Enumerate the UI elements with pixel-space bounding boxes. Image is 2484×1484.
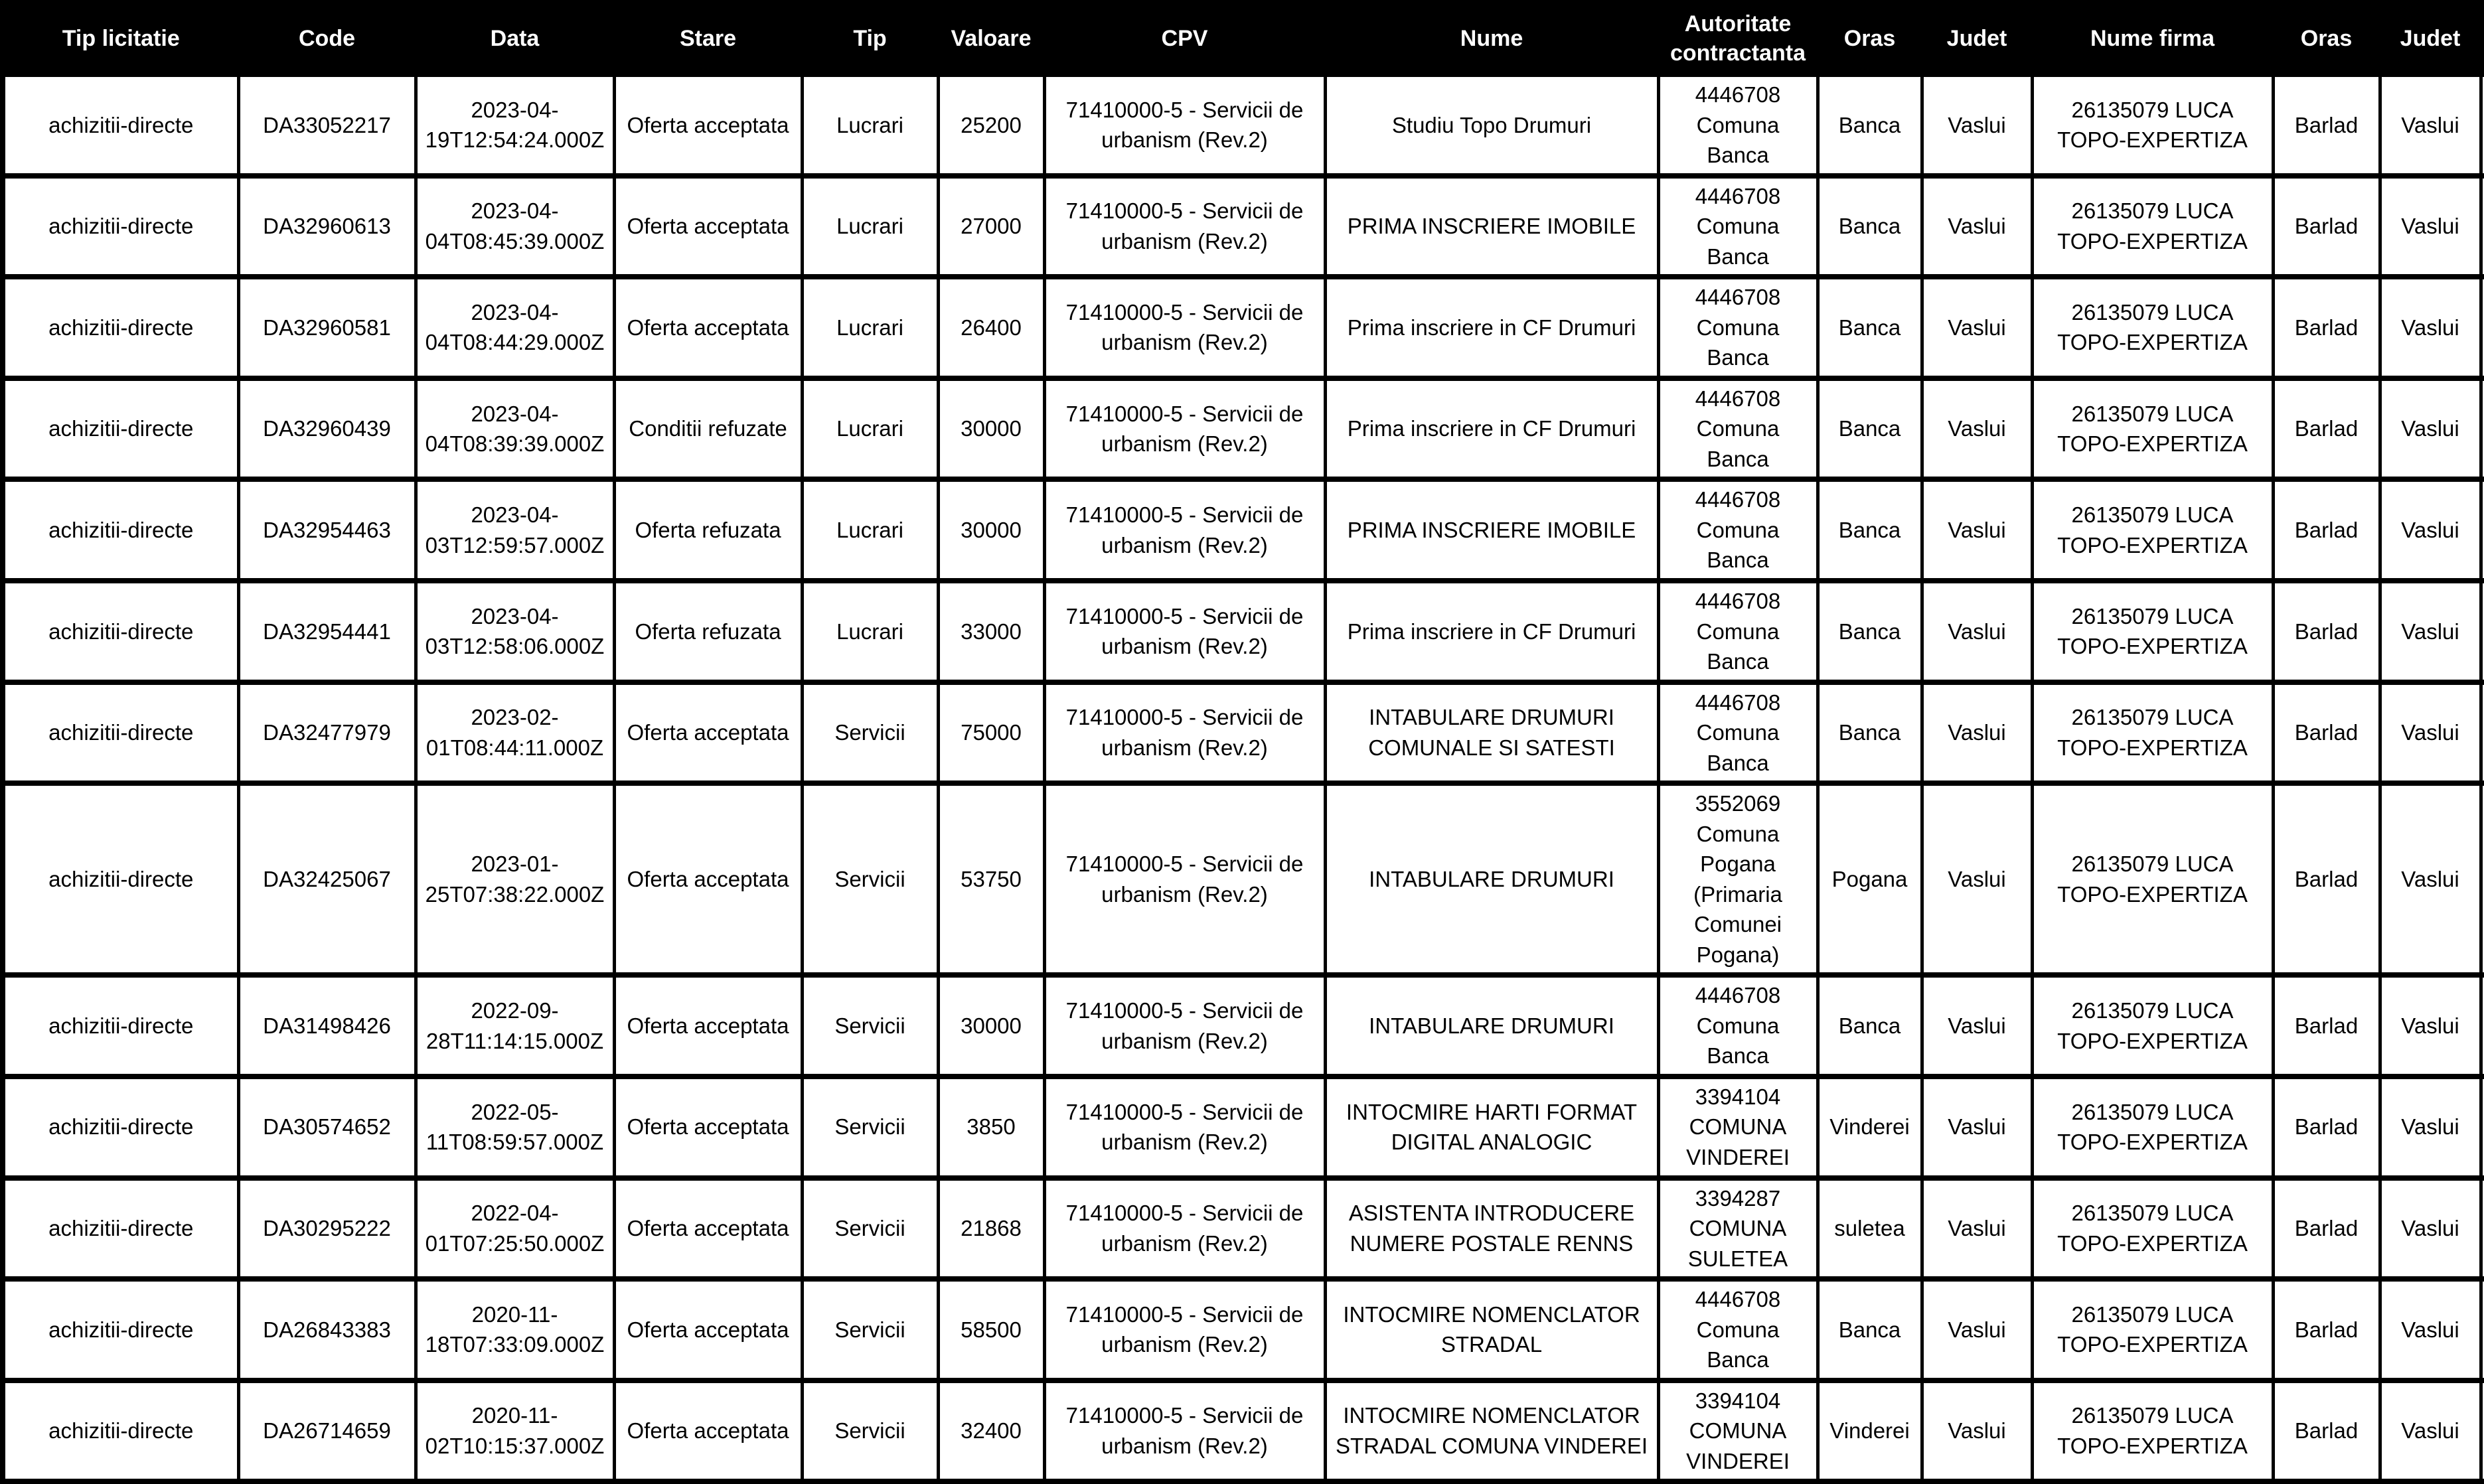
table-row bbox=[3, 378, 2484, 480]
cell-cpv: 71410000-5 - Servicii de urbanism (Rev.2) bbox=[1044, 74, 1325, 176]
cell-judet_autoritate: Vaslui bbox=[1922, 1380, 2032, 1482]
cell-cpv: 71410000-5 - Servicii de urbanism (Rev.2) bbox=[1044, 1279, 1325, 1380]
cell-judet_firma: Vaslui bbox=[2380, 581, 2481, 682]
cell-cutoff bbox=[2481, 1380, 2484, 1482]
cell-tip_licitatie: achizitii-directe bbox=[3, 1178, 238, 1280]
table-row bbox=[3, 176, 2484, 277]
cell-cutoff bbox=[2481, 1076, 2484, 1178]
cell-code: DA30574652 bbox=[238, 1076, 416, 1178]
cell-code: DA33052217 bbox=[238, 74, 416, 176]
cell-tip: Lucrari bbox=[802, 479, 938, 581]
cell-cpv: 71410000-5 - Servicii de urbanism (Rev.2) bbox=[1044, 277, 1325, 378]
cell-valoare: 30000 bbox=[938, 479, 1044, 581]
cell-oras_autoritate: Banca bbox=[1818, 682, 1922, 784]
cell-stare: Oferta acceptata bbox=[614, 1279, 802, 1380]
cell-judet_autoritate: Vaslui bbox=[1922, 176, 2032, 277]
cell-judet_firma: Vaslui bbox=[2380, 783, 2481, 975]
cell-nume: INTOCMIRE HARTI FORMAT DIGITAL ANALOGIC bbox=[1325, 1076, 1658, 1178]
cell-autoritate: 4446708 Comuna Banca bbox=[1658, 74, 1818, 176]
cell-data: 2020-11-18T07:33:09.000Z bbox=[416, 1279, 614, 1380]
cell-nume: INTABULARE DRUMURI COMUNALE SI SATESTI bbox=[1325, 682, 1658, 784]
cell-cutoff bbox=[2481, 378, 2484, 480]
cell-oras_firma: Barlad bbox=[2273, 479, 2380, 581]
cell-autoritate: 4446708 Comuna Banca bbox=[1658, 1279, 1818, 1380]
cell-tip: Lucrari bbox=[802, 277, 938, 378]
cell-nume_firma: 26135079 LUCA TOPO-EXPERTIZA bbox=[2032, 74, 2273, 176]
header-cell-nume_firma: Nume firma bbox=[2032, 3, 2273, 74]
cell-autoritate: 4446708 Comuna Banca bbox=[1658, 975, 1818, 1076]
cell-valoare: 33000 bbox=[938, 581, 1044, 682]
cell-tip: Servicii bbox=[802, 783, 938, 975]
cell-tip_licitatie: achizitii-directe bbox=[3, 479, 238, 581]
table-row bbox=[3, 1076, 2484, 1178]
cell-autoritate: 3394287 COMUNA SULETEA bbox=[1658, 1178, 1818, 1280]
cell-oras_autoritate: Banca bbox=[1818, 581, 1922, 682]
cell-tip_licitatie: achizitii-directe bbox=[3, 1076, 238, 1178]
header-cell-tip: Tip bbox=[802, 3, 938, 74]
cell-judet_firma: Vaslui bbox=[2380, 975, 2481, 1076]
cell-judet_autoritate: Vaslui bbox=[1922, 682, 2032, 784]
table-row bbox=[3, 74, 2484, 176]
cell-nume: Prima inscriere in CF Drumuri bbox=[1325, 378, 1658, 480]
cell-oras_autoritate: Banca bbox=[1818, 378, 1922, 480]
cell-cutoff bbox=[2481, 479, 2484, 581]
cell-valoare: 3850 bbox=[938, 1076, 1044, 1178]
cell-cutoff bbox=[2481, 74, 2484, 176]
table-row bbox=[3, 581, 2484, 682]
header-row bbox=[3, 3, 2484, 74]
cell-oras_autoritate: Pogana bbox=[1818, 783, 1922, 975]
cell-stare: Oferta refuzata bbox=[614, 479, 802, 581]
cell-oras_autoritate: Banca bbox=[1818, 277, 1922, 378]
cell-nume_firma: 26135079 LUCA TOPO-EXPERTIZA bbox=[2032, 975, 2273, 1076]
cell-tip_licitatie: achizitii-directe bbox=[3, 1380, 238, 1482]
cell-code: DA32960613 bbox=[238, 176, 416, 277]
cell-data: 2023-04-03T12:58:06.000Z bbox=[416, 581, 614, 682]
cell-judet_autoritate: Vaslui bbox=[1922, 479, 2032, 581]
cell-data: 2020-11-02T10:15:37.000Z bbox=[416, 1380, 614, 1482]
cell-judet_autoritate: Vaslui bbox=[1922, 1279, 2032, 1380]
cell-judet_firma: Vaslui bbox=[2380, 176, 2481, 277]
cell-autoritate: 3552069 Comuna Pogana (Primaria Comunei Pogana) bbox=[1658, 783, 1818, 975]
cell-valoare: 30000 bbox=[938, 975, 1044, 1076]
table-row bbox=[3, 277, 2484, 378]
cell-nume_firma: 26135079 LUCA TOPO-EXPERTIZA bbox=[2032, 378, 2273, 480]
cell-oras_autoritate: Vinderei bbox=[1818, 1380, 1922, 1482]
cell-tip: Servicii bbox=[802, 1178, 938, 1280]
table-row bbox=[3, 1178, 2484, 1280]
cell-oras_autoritate: Banca bbox=[1818, 176, 1922, 277]
cell-cutoff bbox=[2481, 1178, 2484, 1280]
cell-code: DA32425067 bbox=[238, 783, 416, 975]
cell-data: 2023-04-04T08:44:29.000Z bbox=[416, 277, 614, 378]
cell-autoritate: 3394104 COMUNA VINDEREI bbox=[1658, 1380, 1818, 1482]
cell-nume: INTOCMIRE NOMENCLATOR STRADAL COMUNA VINDEREI bbox=[1325, 1380, 1658, 1482]
cell-code: DA26843383 bbox=[238, 1279, 416, 1380]
cell-tip_licitatie: achizitii-directe bbox=[3, 783, 238, 975]
cell-oras_firma: Barlad bbox=[2273, 277, 2380, 378]
header-cell-valoare: Valoare bbox=[938, 3, 1044, 74]
cell-oras_autoritate: Vinderei bbox=[1818, 1076, 1922, 1178]
cell-cpv: 71410000-5 - Servicii de urbanism (Rev.2) bbox=[1044, 176, 1325, 277]
cell-code: DA26714659 bbox=[238, 1380, 416, 1482]
cell-cutoff bbox=[2481, 277, 2484, 378]
cell-tip: Servicii bbox=[802, 1279, 938, 1380]
cell-judet_firma: Vaslui bbox=[2380, 479, 2481, 581]
table-row bbox=[3, 975, 2484, 1076]
cell-cutoff bbox=[2481, 176, 2484, 277]
cell-data: 2022-09-28T11:14:15.000Z bbox=[416, 975, 614, 1076]
cell-oras_firma: Barlad bbox=[2273, 975, 2380, 1076]
table-row bbox=[3, 783, 2484, 975]
cell-nume_firma: 26135079 LUCA TOPO-EXPERTIZA bbox=[2032, 783, 2273, 975]
cell-oras_firma: Barlad bbox=[2273, 176, 2380, 277]
table-row bbox=[3, 479, 2484, 581]
cell-data: 2022-05-11T08:59:57.000Z bbox=[416, 1076, 614, 1178]
cell-stare: Oferta acceptata bbox=[614, 176, 802, 277]
header-cell-oras_firma: Oras bbox=[2273, 3, 2380, 74]
cell-oras_firma: Barlad bbox=[2273, 74, 2380, 176]
cell-cutoff bbox=[2481, 975, 2484, 1076]
cell-autoritate: 4446708 Comuna Banca bbox=[1658, 479, 1818, 581]
cell-nume_firma: 26135079 LUCA TOPO-EXPERTIZA bbox=[2032, 1178, 2273, 1280]
cell-tip: Servicii bbox=[802, 1076, 938, 1178]
cell-tip: Lucrari bbox=[802, 581, 938, 682]
header-cell-oras_autoritate: Oras bbox=[1818, 3, 1922, 74]
cell-oras_firma: Barlad bbox=[2273, 1076, 2380, 1178]
cell-nume: Prima inscriere in CF Drumuri bbox=[1325, 581, 1658, 682]
cell-valoare: 53750 bbox=[938, 783, 1044, 975]
cell-tip_licitatie: achizitii-directe bbox=[3, 176, 238, 277]
cell-nume_firma: 26135079 LUCA TOPO-EXPERTIZA bbox=[2032, 1076, 2273, 1178]
cell-judet_autoritate: Vaslui bbox=[1922, 1178, 2032, 1280]
cell-stare: Oferta acceptata bbox=[614, 277, 802, 378]
cell-judet_autoritate: Vaslui bbox=[1922, 1076, 2032, 1178]
cell-oras_firma: Barlad bbox=[2273, 581, 2380, 682]
cell-code: DA32954463 bbox=[238, 479, 416, 581]
header-cell-cutoff bbox=[2481, 3, 2484, 74]
cell-stare: Oferta acceptata bbox=[614, 1076, 802, 1178]
cell-nume: PRIMA INSCRIERE IMOBILE bbox=[1325, 176, 1658, 277]
cell-data: 2022-04-01T07:25:50.000Z bbox=[416, 1178, 614, 1280]
cell-tip: Servicii bbox=[802, 975, 938, 1076]
cell-nume_firma: 26135079 LUCA TOPO-EXPERTIZA bbox=[2032, 479, 2273, 581]
cell-judet_firma: Vaslui bbox=[2380, 1279, 2481, 1380]
header-cell-judet_firma: Judet bbox=[2380, 3, 2481, 74]
cell-oras_firma: Barlad bbox=[2273, 1178, 2380, 1280]
cell-nume: PRIMA INSCRIERE IMOBILE bbox=[1325, 479, 1658, 581]
cell-nume: INTABULARE DRUMURI bbox=[1325, 975, 1658, 1076]
cell-nume: Prima inscriere in CF Drumuri bbox=[1325, 277, 1658, 378]
cell-judet_firma: Vaslui bbox=[2380, 1178, 2481, 1280]
cell-stare: Oferta acceptata bbox=[614, 74, 802, 176]
header-cell-cpv: CPV bbox=[1044, 3, 1325, 74]
cell-valoare: 58500 bbox=[938, 1279, 1044, 1380]
cell-cpv: 71410000-5 - Servicii de urbanism (Rev.2) bbox=[1044, 1178, 1325, 1280]
cell-data: 2023-01-25T07:38:22.000Z bbox=[416, 783, 614, 975]
cell-tip: Servicii bbox=[802, 1380, 938, 1482]
cell-judet_autoritate: Vaslui bbox=[1922, 74, 2032, 176]
cell-oras_firma: Barlad bbox=[2273, 1279, 2380, 1380]
cell-data: 2023-04-03T12:59:57.000Z bbox=[416, 479, 614, 581]
cell-oras_autoritate: Banca bbox=[1818, 74, 1922, 176]
cell-stare: Oferta acceptata bbox=[614, 783, 802, 975]
cell-cpv: 71410000-5 - Servicii de urbanism (Rev.2) bbox=[1044, 783, 1325, 975]
header-cell-autoritate: Autoritate contractanta bbox=[1658, 3, 1818, 74]
cell-judet_firma: Vaslui bbox=[2380, 1380, 2481, 1482]
header-cell-data: Data bbox=[416, 3, 614, 74]
cell-data: 2023-04-04T08:45:39.000Z bbox=[416, 176, 614, 277]
cell-code: DA31498426 bbox=[238, 975, 416, 1076]
cell-valoare: 32400 bbox=[938, 1380, 1044, 1482]
cell-judet_firma: Vaslui bbox=[2380, 277, 2481, 378]
cell-data: 2023-04-19T12:54:24.000Z bbox=[416, 74, 614, 176]
cell-cutoff bbox=[2481, 581, 2484, 682]
cell-code: DA32954441 bbox=[238, 581, 416, 682]
cell-judet_firma: Vaslui bbox=[2380, 682, 2481, 784]
cell-oras_firma: Barlad bbox=[2273, 783, 2380, 975]
cell-cpv: 71410000-5 - Servicii de urbanism (Rev.2) bbox=[1044, 1076, 1325, 1178]
table-header bbox=[3, 3, 2484, 74]
cell-data: 2023-04-04T08:39:39.000Z bbox=[416, 378, 614, 480]
cell-nume: INTABULARE DRUMURI bbox=[1325, 783, 1658, 975]
cell-cpv: 71410000-5 - Servicii de urbanism (Rev.2) bbox=[1044, 378, 1325, 480]
cell-tip_licitatie: achizitii-directe bbox=[3, 378, 238, 480]
cell-nume: ASISTENTA INTRODUCERE NUMERE POSTALE RENNS bbox=[1325, 1178, 1658, 1280]
cell-tip_licitatie: achizitii-directe bbox=[3, 74, 238, 176]
cell-valoare: 30000 bbox=[938, 378, 1044, 480]
cell-tip: Lucrari bbox=[802, 176, 938, 277]
table-row bbox=[3, 682, 2484, 784]
cell-cpv: 71410000-5 - Servicii de urbanism (Rev.2) bbox=[1044, 479, 1325, 581]
table-row bbox=[3, 1380, 2484, 1482]
cell-code: DA32960439 bbox=[238, 378, 416, 480]
cell-stare: Oferta acceptata bbox=[614, 975, 802, 1076]
cell-stare: Oferta acceptata bbox=[614, 1380, 802, 1482]
header-cell-nume: Nume bbox=[1325, 3, 1658, 74]
cell-valoare: 25200 bbox=[938, 74, 1044, 176]
cell-cutoff bbox=[2481, 1279, 2484, 1380]
cell-tip: Lucrari bbox=[802, 74, 938, 176]
cell-oras_autoritate: suletea bbox=[1818, 1178, 1922, 1280]
cell-autoritate: 4446708 Comuna Banca bbox=[1658, 277, 1818, 378]
cell-nume_firma: 26135079 LUCA TOPO-EXPERTIZA bbox=[2032, 176, 2273, 277]
table-body bbox=[3, 74, 2484, 1481]
cell-judet_autoritate: Vaslui bbox=[1922, 581, 2032, 682]
cell-valoare: 21868 bbox=[938, 1178, 1044, 1280]
cell-judet_firma: Vaslui bbox=[2380, 378, 2481, 480]
cell-stare: Conditii refuzate bbox=[614, 378, 802, 480]
cell-judet_autoritate: Vaslui bbox=[1922, 783, 2032, 975]
cell-code: DA32477979 bbox=[238, 682, 416, 784]
cell-code: DA32960581 bbox=[238, 277, 416, 378]
table-row bbox=[3, 1279, 2484, 1380]
cell-cpv: 71410000-5 - Servicii de urbanism (Rev.2) bbox=[1044, 581, 1325, 682]
cell-cutoff bbox=[2481, 682, 2484, 784]
cell-nume: Studiu Topo Drumuri bbox=[1325, 74, 1658, 176]
cell-nume_firma: 26135079 LUCA TOPO-EXPERTIZA bbox=[2032, 682, 2273, 784]
cell-tip_licitatie: achizitii-directe bbox=[3, 975, 238, 1076]
cell-judet_autoritate: Vaslui bbox=[1922, 378, 2032, 480]
cell-nume: INTOCMIRE NOMENCLATOR STRADAL bbox=[1325, 1279, 1658, 1380]
cell-code: DA30295222 bbox=[238, 1178, 416, 1280]
cell-judet_firma: Vaslui bbox=[2380, 1076, 2481, 1178]
header-cell-code: Code bbox=[238, 3, 416, 74]
cell-oras_firma: Barlad bbox=[2273, 378, 2380, 480]
cell-tip: Servicii bbox=[802, 682, 938, 784]
cell-autoritate: 4446708 Comuna Banca bbox=[1658, 176, 1818, 277]
cell-cpv: 71410000-5 - Servicii de urbanism (Rev.2) bbox=[1044, 1380, 1325, 1482]
header-cell-judet_autoritate: Judet bbox=[1922, 3, 2032, 74]
cell-stare: Oferta refuzata bbox=[614, 581, 802, 682]
cell-stare: Oferta acceptata bbox=[614, 682, 802, 784]
cell-autoritate: 3394104 COMUNA VINDEREI bbox=[1658, 1076, 1818, 1178]
cell-tip_licitatie: achizitii-directe bbox=[3, 682, 238, 784]
cell-oras_firma: Barlad bbox=[2273, 682, 2380, 784]
cell-autoritate: 4446708 Comuna Banca bbox=[1658, 581, 1818, 682]
cell-tip: Lucrari bbox=[802, 378, 938, 480]
cell-cpv: 71410000-5 - Servicii de urbanism (Rev.2) bbox=[1044, 975, 1325, 1076]
header-cell-stare: Stare bbox=[614, 3, 802, 74]
cell-judet_autoritate: Vaslui bbox=[1922, 975, 2032, 1076]
cell-valoare: 26400 bbox=[938, 277, 1044, 378]
header-cell-tip_licitatie: Tip licitatie bbox=[3, 3, 238, 74]
cell-nume_firma: 26135079 LUCA TOPO-EXPERTIZA bbox=[2032, 1380, 2273, 1482]
cell-nume_firma: 26135079 LUCA TOPO-EXPERTIZA bbox=[2032, 277, 2273, 378]
cell-oras_autoritate: Banca bbox=[1818, 479, 1922, 581]
cell-valoare: 75000 bbox=[938, 682, 1044, 784]
cell-tip_licitatie: achizitii-directe bbox=[3, 581, 238, 682]
cell-cutoff bbox=[2481, 783, 2484, 975]
cell-data: 2023-02-01T08:44:11.000Z bbox=[416, 682, 614, 784]
cell-tip_licitatie: achizitii-directe bbox=[3, 277, 238, 378]
cell-stare: Oferta acceptata bbox=[614, 1178, 802, 1280]
cell-nume_firma: 26135079 LUCA TOPO-EXPERTIZA bbox=[2032, 1279, 2273, 1380]
cell-valoare: 27000 bbox=[938, 176, 1044, 277]
cell-autoritate: 4446708 Comuna Banca bbox=[1658, 378, 1818, 480]
cell-oras_autoritate: Banca bbox=[1818, 1279, 1922, 1380]
cell-autoritate: 4446708 Comuna Banca bbox=[1658, 682, 1818, 784]
cell-cpv: 71410000-5 - Servicii de urbanism (Rev.2) bbox=[1044, 682, 1325, 784]
cell-nume_firma: 26135079 LUCA TOPO-EXPERTIZA bbox=[2032, 581, 2273, 682]
cell-tip_licitatie: achizitii-directe bbox=[3, 1279, 238, 1380]
cell-oras_firma: Barlad bbox=[2273, 1380, 2380, 1482]
cell-judet_firma: Vaslui bbox=[2380, 74, 2481, 176]
cell-judet_autoritate: Vaslui bbox=[1922, 277, 2032, 378]
cell-oras_autoritate: Banca bbox=[1818, 975, 1922, 1076]
